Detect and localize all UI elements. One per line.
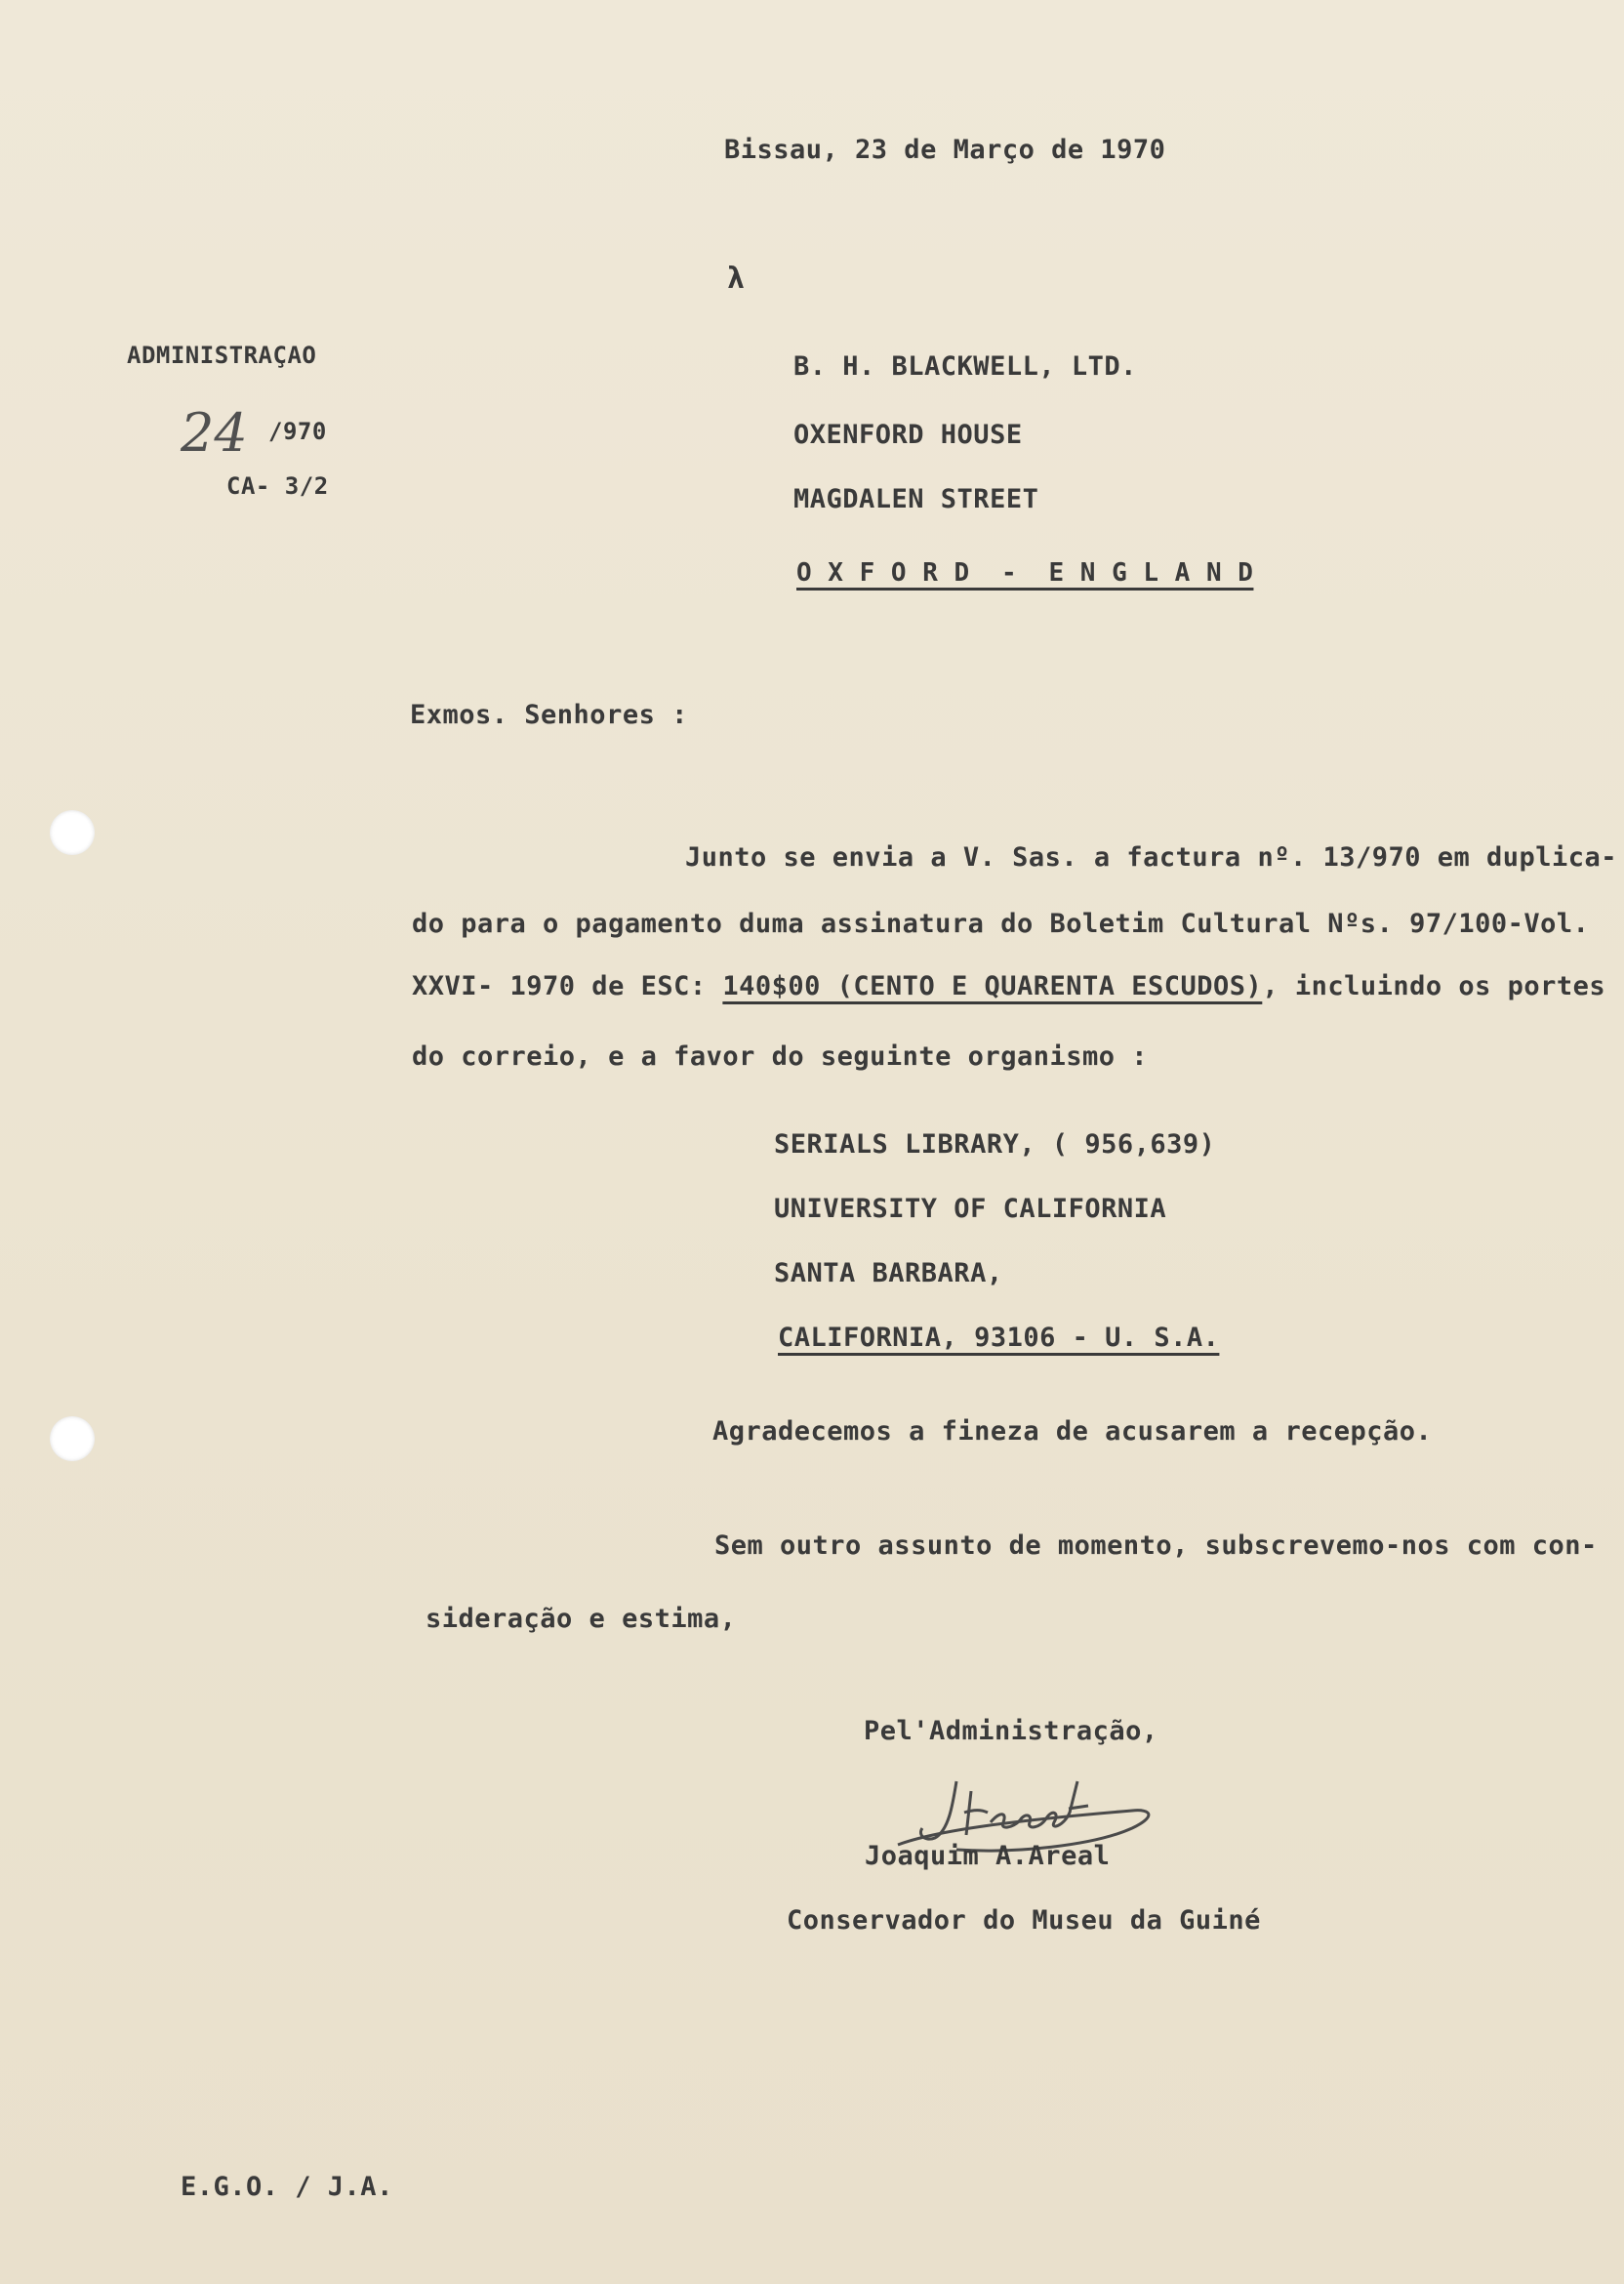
signatory-name: Joaquim A.Areal xyxy=(865,1841,1111,1871)
closing-line-2: sideração e estima, xyxy=(426,1604,737,1634)
thanks-line: Agradecemos a fineza de acusarem a recepção. xyxy=(712,1416,1433,1447)
punch-hole-top xyxy=(50,810,95,855)
body-line-3 xyxy=(412,971,1605,1001)
typist-initials: E.G.O. / J.A. xyxy=(181,2172,393,2202)
salutation: Exmos. Senhores : xyxy=(410,700,688,730)
beneficiary-line-1: SERIALS LIBRARY, ( 956,639) xyxy=(774,1129,1216,1160)
beneficiary-line-3: SANTA BARBARA, xyxy=(774,1258,1003,1288)
department-label: ADMINISTRAÇAO xyxy=(127,342,317,369)
destination-marker: λ xyxy=(727,262,746,296)
recipient-building: OXENFORD HOUSE xyxy=(793,420,1023,450)
handwritten-reference-number: 24 xyxy=(181,402,248,464)
punch-hole-bottom xyxy=(50,1416,95,1461)
closing-line-1: Sem outro assunto de momento, subscrevemo-nos com con- xyxy=(714,1530,1598,1561)
body-line-3-start: XXVI- 1970 de ESC: xyxy=(412,971,707,1001)
body-line-1: Junto se envia a V. Sas. a factura nº. 13/970 em duplica- xyxy=(685,842,1618,873)
body-line-4: do correio, e a favor do seguinte organismo : xyxy=(412,1041,1148,1072)
recipient-city: O X F O R D - E N G L A N D xyxy=(796,558,1254,588)
reference-year: /970 xyxy=(268,418,327,445)
payment-amount: 140$00 (CENTO E QUARENTA ESCUDOS) xyxy=(722,971,1263,1001)
recipient-street: MAGDALEN STREET xyxy=(793,484,1039,514)
reference-code: CA- 3/2 xyxy=(226,472,329,500)
beneficiary-line-2: UNIVERSITY OF CALIFORNIA xyxy=(774,1194,1167,1224)
beneficiary-line-4: CALIFORNIA, 93106 - U. S.A. xyxy=(778,1323,1220,1353)
letter-date: Bissau, 23 de Março de 1970 xyxy=(724,135,1166,165)
on-behalf-line: Pel'Administração, xyxy=(864,1716,1158,1746)
body-line-3-end: , incluindo os portes xyxy=(1262,971,1606,1001)
body-line-2: do para o pagamento duma assinatura do Boletim Cultural Nºs. 97/100-Vol. xyxy=(412,909,1590,939)
recipient-name: B. H. BLACKWELL, LTD. xyxy=(793,351,1137,382)
signatory-title: Conservador do Museu da Guiné xyxy=(787,1905,1261,1936)
